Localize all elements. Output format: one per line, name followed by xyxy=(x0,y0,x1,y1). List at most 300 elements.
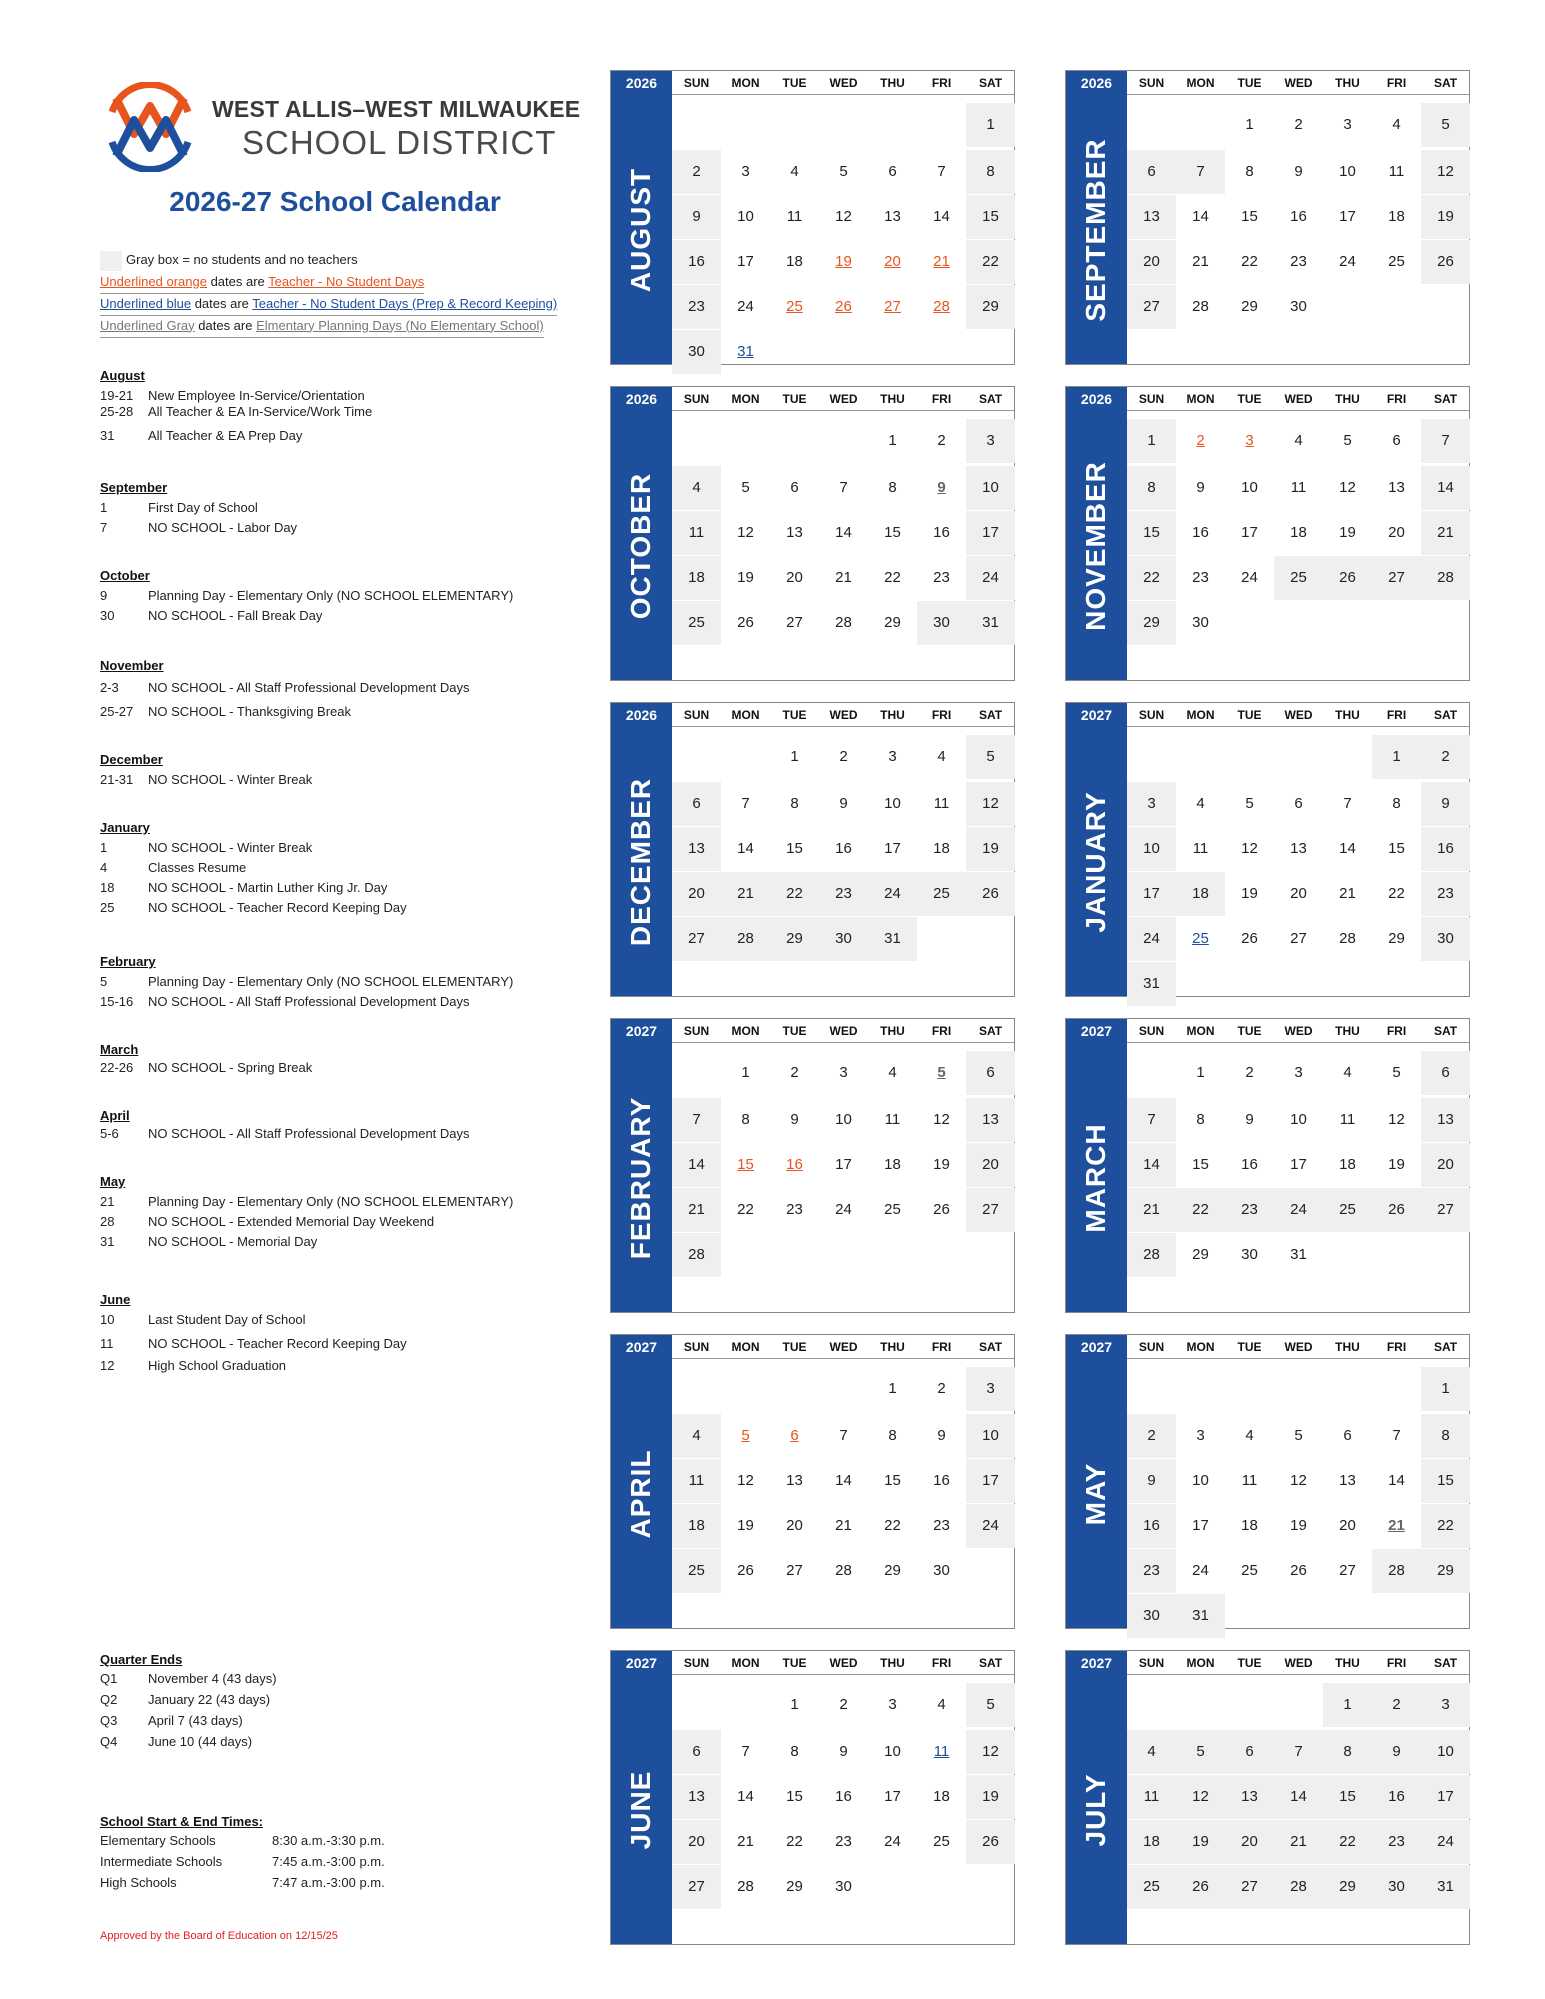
calendar-day: 14 xyxy=(1192,208,1209,225)
calendar-day: 2 xyxy=(937,432,946,449)
calendar-day: 29 xyxy=(1192,1246,1209,1263)
calendar-day: 12 xyxy=(966,782,1015,826)
weekday-label: SAT xyxy=(978,76,1003,90)
calendar-day: 13 xyxy=(1127,195,1176,239)
calendar-day: 20 xyxy=(1290,885,1307,902)
weekday-label: FRI xyxy=(1386,1340,1407,1354)
weekday-label: THU xyxy=(880,76,905,90)
calendar-day: 26 xyxy=(966,1820,1015,1864)
weekday-label: FRI xyxy=(931,1656,952,1670)
calendar-day: 15 xyxy=(884,1472,901,1489)
calendar-day: 30 xyxy=(1421,917,1470,961)
calendar-day: 14 xyxy=(737,840,754,857)
calendar-day: 10 xyxy=(1192,1472,1209,1489)
calendar-day: 26 xyxy=(1290,1562,1307,1579)
calendar-day: 23 xyxy=(835,1833,852,1850)
calendar-day: 5 xyxy=(1421,103,1470,147)
calendar-day: 8 xyxy=(1421,1414,1470,1458)
legend-gray-desc: Elmentary Planning Days (No Elementary School) xyxy=(256,317,544,333)
quarter-label: Q3 xyxy=(100,1713,118,1728)
weekday-label: SUN xyxy=(1138,392,1165,406)
calendar-day: 2 xyxy=(1294,116,1303,133)
calendar-day: 8 xyxy=(1127,466,1176,510)
calendar-day: 23 xyxy=(819,872,868,916)
weekday-label: THU xyxy=(880,392,905,406)
calendar-day: 22 xyxy=(884,569,901,586)
weekday-label: SAT xyxy=(978,1024,1003,1038)
calendar-day: 21 xyxy=(1339,885,1356,902)
weekday-label: FRI xyxy=(931,708,952,722)
calendar-day: 6 xyxy=(1294,795,1303,812)
calendar-day: 23 xyxy=(1421,872,1470,916)
weekday-label: SUN xyxy=(683,708,710,722)
weekday-header xyxy=(672,1019,1014,1043)
calendar-month-band xyxy=(1066,411,1127,680)
calendar-day: 18 xyxy=(1339,1156,1356,1173)
calendar-day: 16 xyxy=(933,1472,950,1489)
quarter-ends xyxy=(100,1652,277,1755)
calendar-day: 10 xyxy=(966,1414,1015,1458)
calendar-day: 30 xyxy=(1372,1865,1421,1909)
legend-gray-box-text: Gray box = no students and no teachers xyxy=(126,252,358,267)
calendar-day: 11 xyxy=(1241,1472,1258,1489)
calendar-day: 24 xyxy=(966,1504,1015,1548)
event-date: 19-21 xyxy=(100,388,134,403)
event-date: 25-28 xyxy=(100,404,134,419)
event-month-heading: June xyxy=(100,1292,131,1307)
weekday-header xyxy=(672,1335,1014,1359)
calendar-day: 11 xyxy=(672,511,721,555)
event-date: 25 xyxy=(100,900,115,915)
calendar-october xyxy=(610,386,1015,681)
event-date: 7 xyxy=(100,520,108,535)
calendar-day: 21 xyxy=(933,253,950,270)
calendar-day: 5 xyxy=(839,163,848,180)
calendar-day: 25 xyxy=(1274,556,1323,600)
calendar-day: 16 xyxy=(835,840,852,857)
calendar-day: 13 xyxy=(966,1098,1015,1142)
weekday-label: TUE xyxy=(1237,1340,1262,1354)
calendar-day: 5 xyxy=(966,735,1015,779)
calendar-month-name: NOVEMBER xyxy=(1080,460,1111,631)
calendar-day: 10 xyxy=(884,1743,901,1760)
calendar-day: 1 xyxy=(966,103,1015,147)
calendar-day: 25 xyxy=(672,601,721,645)
district-logo-icon xyxy=(100,82,200,172)
event-text: NO SCHOOL - Spring Break xyxy=(148,1060,313,1075)
calendar-day: 26 xyxy=(966,872,1015,916)
calendar-year: 2027 xyxy=(611,1651,672,1675)
calendar-day: 25 xyxy=(884,1201,901,1218)
weekday-label: TUE xyxy=(782,1656,807,1670)
calendar-day: 29 xyxy=(1421,1549,1470,1593)
weekday-label: THU xyxy=(1335,1656,1360,1670)
calendar-day: 28 xyxy=(835,1562,852,1579)
calendar-day: 8 xyxy=(888,479,897,496)
weekday-label: WED xyxy=(1284,1024,1313,1038)
calendar-day: 24 xyxy=(868,872,917,916)
quarter-label: Q1 xyxy=(100,1671,118,1686)
calendar-day: 18 xyxy=(786,253,803,270)
event-month-heading: January xyxy=(100,820,150,835)
calendar-month-band xyxy=(1066,95,1127,364)
calendar-year: 2026 xyxy=(611,71,672,95)
calendar-day: 25 xyxy=(917,872,966,916)
calendar-day: 5 xyxy=(741,1427,750,1444)
calendar-day: 23 xyxy=(1290,253,1307,270)
calendar-day: 9 xyxy=(1421,782,1470,826)
calendar-day: 21 xyxy=(1274,1820,1323,1864)
weekday-label: MON xyxy=(731,1656,760,1670)
calendar-day: 19 xyxy=(737,1517,754,1534)
calendar-month-band xyxy=(1066,1043,1127,1312)
calendar-day: 17 xyxy=(1192,1517,1209,1534)
calendar-day: 4 xyxy=(790,163,799,180)
calendar-year: 2027 xyxy=(611,1335,672,1359)
calendar-day: 23 xyxy=(786,1201,803,1218)
calendar-day: 16 xyxy=(1127,1504,1176,1548)
calendar-month-name: JULY xyxy=(1080,1772,1111,1847)
calendar-day: 6 xyxy=(1392,432,1401,449)
calendar-day: 24 xyxy=(966,556,1015,600)
calendar-day: 11 xyxy=(1192,840,1209,857)
calendar-day: 21 xyxy=(835,1517,852,1534)
weekday-label: FRI xyxy=(1386,1656,1407,1670)
calendar-day: 11 xyxy=(1388,163,1405,180)
weekday-label: WED xyxy=(1284,392,1313,406)
calendar-day: 1 xyxy=(1372,735,1421,779)
calendar-day: 5 xyxy=(1343,432,1352,449)
quarter-text: April 7 (43 days) xyxy=(148,1713,243,1728)
weekday-label: SAT xyxy=(1433,1656,1458,1670)
weekday-label: TUE xyxy=(782,708,807,722)
calendar-day: 1 xyxy=(1323,1683,1372,1727)
calendar-day: 30 xyxy=(933,1562,950,1579)
calendar-day: 23 xyxy=(1127,1549,1176,1593)
weekday-label: WED xyxy=(829,1024,858,1038)
calendar-day: 13 xyxy=(786,1472,803,1489)
calendar-month-band xyxy=(1066,1675,1127,1944)
calendar-day: 16 xyxy=(786,1156,803,1173)
calendar-year: 2026 xyxy=(1066,71,1127,95)
weekday-label: WED xyxy=(1284,708,1313,722)
legend-blue-label: Underlined blue xyxy=(100,295,192,311)
calendar-day: 9 xyxy=(1127,1459,1176,1503)
calendar-day: 1 xyxy=(1421,1367,1470,1411)
calendar-day: 30 xyxy=(835,1878,852,1895)
calendar-day: 23 xyxy=(672,285,721,329)
calendar-day: 5 xyxy=(937,1064,946,1081)
calendar-day: 27 xyxy=(1372,556,1421,600)
school-name: High Schools xyxy=(100,1875,177,1890)
calendar-day: 12 xyxy=(1241,840,1258,857)
event-text: NO SCHOOL - Labor Day xyxy=(148,520,298,535)
weekday-header xyxy=(672,1651,1014,1675)
calendar-day: 12 xyxy=(966,1730,1015,1774)
calendar-month-name: JUNE xyxy=(625,1770,656,1849)
calendar-day: 31 xyxy=(737,343,754,360)
calendar-day: 2 xyxy=(839,748,848,765)
calendar-day: 9 xyxy=(839,1743,848,1760)
calendar-year: 2026 xyxy=(611,387,672,411)
calendar-day: 29 xyxy=(1127,601,1176,645)
calendar-day: 22 xyxy=(1176,1188,1225,1232)
calendar-day: 1 xyxy=(1196,1064,1205,1081)
calendar-day: 2 xyxy=(1421,735,1470,779)
calendar-day: 26 xyxy=(933,1201,950,1218)
calendar-day: 16 xyxy=(1192,524,1209,541)
approval-note: Approved by the Board of Education on 12/15/25 xyxy=(100,1930,338,1942)
calendar-day: 17 xyxy=(966,511,1015,555)
calendar-day: 15 xyxy=(1323,1775,1372,1819)
calendar-day: 19 xyxy=(737,569,754,586)
event-month-heading: October xyxy=(100,568,150,583)
legend-orange-desc: Teacher - No Student Days xyxy=(268,273,425,289)
calendar-day: 4 xyxy=(1245,1427,1254,1444)
calendar-day: 29 xyxy=(1241,298,1258,315)
calendar-day: 14 xyxy=(1421,466,1470,510)
event-text: Planning Day - Elementary Only (NO SCHOOL ELEMENTARY) xyxy=(148,588,514,603)
weekday-label: TUE xyxy=(782,392,807,406)
event-text: NO SCHOOL - Extended Memorial Day Weekend xyxy=(148,1214,435,1229)
calendar-day: 12 xyxy=(1421,150,1470,194)
calendar-day: 10 xyxy=(884,795,901,812)
calendar-day: 10 xyxy=(1290,1111,1307,1128)
event-date: 18 xyxy=(100,880,115,895)
event-date: 2-3 xyxy=(100,680,119,695)
calendar-day: 20 xyxy=(1421,1143,1470,1187)
calendar-day: 8 xyxy=(790,1743,799,1760)
weekday-label: SUN xyxy=(1138,1656,1165,1670)
calendar-day: 22 xyxy=(966,240,1015,284)
calendar-day: 20 xyxy=(786,1517,803,1534)
event-text: NO SCHOOL - Winter Break xyxy=(148,772,313,787)
calendar-day: 31 xyxy=(1176,1594,1225,1638)
calendar-day: 8 xyxy=(1323,1730,1372,1774)
calendar-day: 20 xyxy=(1339,1517,1356,1534)
calendar-month-band xyxy=(611,95,672,364)
calendar-day: 25 xyxy=(672,1549,721,1593)
event-text: Planning Day - Elementary Only (NO SCHOOL ELEMENTARY) xyxy=(148,974,514,989)
weekday-label: MON xyxy=(731,1024,760,1038)
calendar-day: 15 xyxy=(1127,511,1176,555)
calendar-day: 7 xyxy=(839,1427,848,1444)
calendar-day: 13 xyxy=(1388,479,1405,496)
calendar-day: 24 xyxy=(737,298,754,315)
legend xyxy=(100,250,557,338)
calendar-day: 31 xyxy=(1290,1246,1307,1263)
calendar-day: 21 xyxy=(835,569,852,586)
weekday-header xyxy=(672,387,1014,411)
calendar-day: 24 xyxy=(1192,1562,1209,1579)
calendar-day: 19 xyxy=(1176,1820,1225,1864)
calendar-day: 9 xyxy=(937,479,946,496)
weekday-label: FRI xyxy=(1386,76,1407,90)
calendar-day: 6 xyxy=(1343,1427,1352,1444)
calendar-day: 17 xyxy=(884,1788,901,1805)
weekday-label: TUE xyxy=(1237,1656,1262,1670)
calendar-day: 14 xyxy=(737,1788,754,1805)
event-month-heading: August xyxy=(100,368,145,383)
quarter-ends-title: Quarter Ends xyxy=(100,1652,183,1667)
calendar-march xyxy=(1065,1018,1470,1313)
calendar-day: 8 xyxy=(1392,795,1401,812)
calendar-day: 24 xyxy=(884,1833,901,1850)
weekday-label: WED xyxy=(1284,1656,1313,1670)
weekday-label: WED xyxy=(829,392,858,406)
weekday-label: SUN xyxy=(683,1024,710,1038)
calendar-day: 29 xyxy=(884,1562,901,1579)
event-date: 5-6 xyxy=(100,1126,119,1141)
calendar-month-name: OCTOBER xyxy=(625,472,656,619)
calendar-day: 14 xyxy=(1339,840,1356,857)
calendar-day: 19 xyxy=(966,1775,1015,1819)
calendar-day: 14 xyxy=(1274,1775,1323,1819)
weekday-label: TUE xyxy=(782,1340,807,1354)
calendar-day: 2 xyxy=(1196,432,1205,449)
calendar-day: 22 xyxy=(770,872,819,916)
calendar-day: 30 xyxy=(917,601,966,645)
calendar-day: 9 xyxy=(1372,1730,1421,1774)
weekday-label: MON xyxy=(1186,392,1215,406)
calendar-day: 2 xyxy=(672,150,721,194)
calendar-day: 3 xyxy=(888,748,897,765)
calendar-day: 27 xyxy=(1127,285,1176,329)
calendar-day: 17 xyxy=(966,1459,1015,1503)
weekday-label: MON xyxy=(731,708,760,722)
calendar-day: 28 xyxy=(1339,930,1356,947)
calendar-month-name: FEBRUARY xyxy=(625,1096,656,1259)
calendar-day: 11 xyxy=(786,208,803,225)
calendar-day: 10 xyxy=(835,1111,852,1128)
calendar-day: 15 xyxy=(966,195,1015,239)
calendar-november xyxy=(1065,386,1470,681)
weekday-label: THU xyxy=(880,1024,905,1038)
calendar-day: 31 xyxy=(1127,962,1176,1006)
calendar-day: 26 xyxy=(1241,930,1258,947)
logo-text-line1: WEST ALLIS–WEST MILWAUKEE xyxy=(212,96,581,122)
school-time-row xyxy=(100,1854,385,1875)
weekday-label: TUE xyxy=(1237,708,1262,722)
weekday-label: WED xyxy=(829,76,858,90)
calendar-day: 13 xyxy=(1421,1098,1470,1142)
weekday-label: SUN xyxy=(683,1340,710,1354)
calendar-day: 6 xyxy=(888,163,897,180)
quarter-row xyxy=(100,1671,277,1692)
calendar-day: 9 xyxy=(839,795,848,812)
calendar-month-band xyxy=(1066,1359,1127,1628)
calendar-day: 13 xyxy=(1290,840,1307,857)
calendar-day: 26 xyxy=(737,1562,754,1579)
event-date: 11 xyxy=(100,1336,114,1351)
calendar-year: 2027 xyxy=(1066,1019,1127,1043)
event-date: 15-16 xyxy=(100,994,134,1009)
weekday-label: SAT xyxy=(1433,1340,1458,1354)
calendar-day: 1 xyxy=(1127,419,1176,463)
calendar-day: 30 xyxy=(819,917,868,961)
calendar-day: 3 xyxy=(1421,1683,1470,1727)
weekday-label: FRI xyxy=(931,76,952,90)
event-text: NO SCHOOL - Teacher Record Keeping Day xyxy=(148,900,407,915)
weekday-label: THU xyxy=(1335,1024,1360,1038)
calendar-day: 22 xyxy=(1127,556,1176,600)
calendar-day: 26 xyxy=(1176,1865,1225,1909)
calendar-day: 9 xyxy=(1294,163,1303,180)
school-time: 7:47 a.m.-3:00 p.m. xyxy=(272,1875,385,1890)
weekday-header xyxy=(1127,703,1469,727)
calendar-day: 13 xyxy=(672,827,721,871)
calendar-day: 28 xyxy=(737,1878,754,1895)
calendar-month-band xyxy=(611,1359,672,1628)
weekday-label: THU xyxy=(880,708,905,722)
school-time: 7:45 a.m.-3:00 p.m. xyxy=(272,1854,385,1869)
calendar-day: 10 xyxy=(1127,827,1176,871)
weekday-label: SUN xyxy=(1138,76,1165,90)
weekday-label: SAT xyxy=(978,708,1003,722)
calendar-day: 15 xyxy=(786,1788,803,1805)
calendar-day: 1 xyxy=(790,1696,799,1713)
calendar-day: 7 xyxy=(741,1743,750,1760)
calendar-day: 10 xyxy=(1421,1730,1470,1774)
calendar-day: 22 xyxy=(786,1833,803,1850)
school-name: Intermediate Schools xyxy=(100,1854,223,1869)
calendar-day: 12 xyxy=(1176,1775,1225,1819)
weekday-label: SUN xyxy=(1138,1340,1165,1354)
legend-gray xyxy=(100,316,544,338)
calendar-day: 16 xyxy=(1421,827,1470,871)
weekday-label: MON xyxy=(1186,1656,1215,1670)
calendar-day: 22 xyxy=(737,1201,754,1218)
weekday-label: WED xyxy=(829,708,858,722)
calendar-day: 4 xyxy=(1127,1730,1176,1774)
calendar-day: 19 xyxy=(1421,195,1470,239)
calendar-day: 18 xyxy=(933,1788,950,1805)
calendar-day: 15 xyxy=(786,840,803,857)
calendar-day: 18 xyxy=(1241,1517,1258,1534)
calendar-day: 15 xyxy=(884,524,901,541)
logo-text-line2: SCHOOL DISTRICT xyxy=(242,124,557,161)
event-date: 25-27 xyxy=(100,704,134,719)
event-date: 31 xyxy=(100,1234,115,1249)
calendar-day: 9 xyxy=(790,1111,799,1128)
calendar-day: 28 xyxy=(1274,1865,1323,1909)
calendar-day: 7 xyxy=(1274,1730,1323,1774)
calendar-day: 29 xyxy=(786,1878,803,1895)
calendar-day: 30 xyxy=(1290,298,1307,315)
calendar-day: 22 xyxy=(1421,1504,1470,1548)
calendar-day: 23 xyxy=(1192,569,1209,586)
calendar-day: 25 xyxy=(933,1833,950,1850)
calendar-day: 4 xyxy=(1343,1064,1352,1081)
calendar-day: 17 xyxy=(1339,208,1356,225)
calendar-day: 18 xyxy=(884,1156,901,1173)
district-logo xyxy=(100,82,581,172)
calendar-day: 15 xyxy=(1388,840,1405,857)
weekday-label: FRI xyxy=(1386,392,1407,406)
event-month-heading: February xyxy=(100,954,156,969)
calendar-day: 14 xyxy=(835,1472,852,1489)
calendar-day: 24 xyxy=(1339,253,1356,270)
weekday-label: SAT xyxy=(1433,708,1458,722)
event-month-heading: April xyxy=(100,1108,130,1123)
calendar-day: 7 xyxy=(1421,419,1470,463)
calendar-day: 25 xyxy=(1241,1562,1258,1579)
calendar-day: 26 xyxy=(1421,240,1470,284)
calendar-day: 20 xyxy=(1127,240,1176,284)
calendar-day: 6 xyxy=(1225,1730,1274,1774)
calendar-day: 29 xyxy=(1388,930,1405,947)
calendar-day: 5 xyxy=(1176,1730,1225,1774)
